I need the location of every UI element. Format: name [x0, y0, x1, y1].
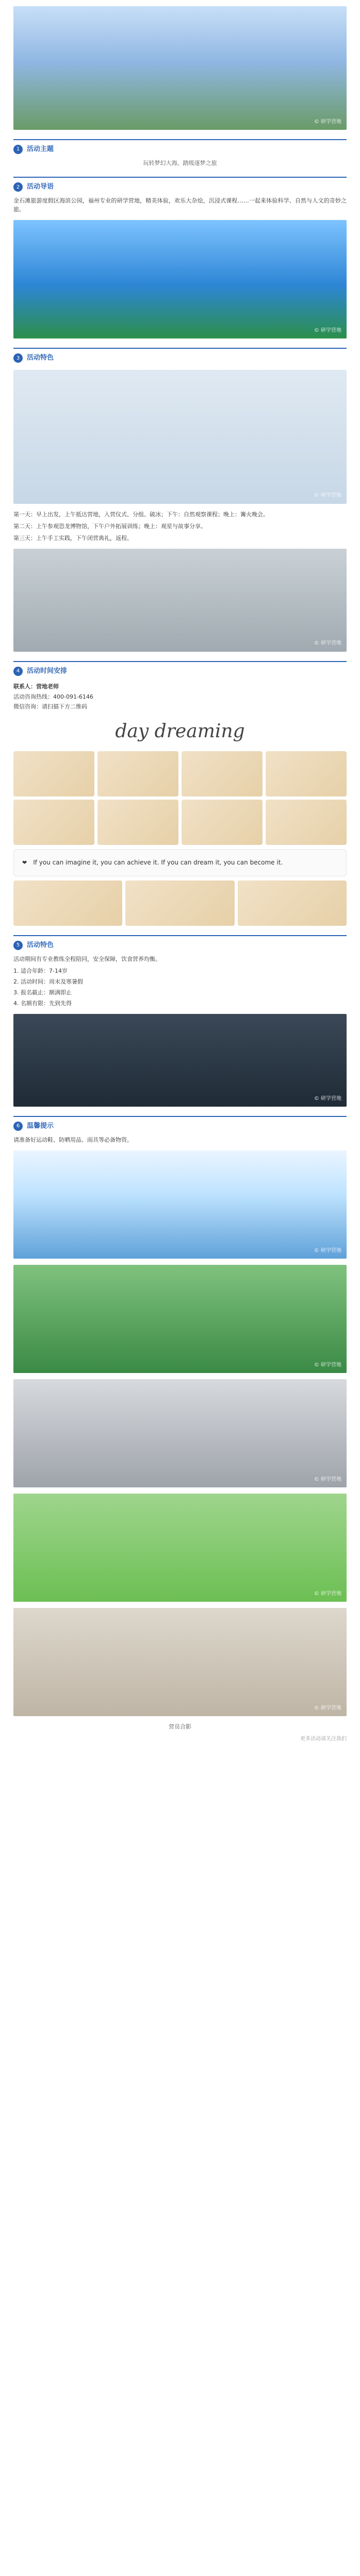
section-number: 4 [13, 667, 23, 676]
track-photo [13, 220, 347, 338]
tips-paragraph: 请准备好运动鞋、防晒用品、雨具等必备物资。 [13, 1137, 133, 1144]
activity-paragraph-1: 活动期间有专业教练全程陪同，安全保障，饮食营养均衡。 [13, 955, 161, 962]
section-number: 5 [13, 941, 23, 950]
section-number: 3 [13, 353, 23, 363]
section-head-4 [13, 661, 347, 676]
list-item: 2. 活动时间：周末及寒暑假 [13, 978, 83, 985]
contact-line-3: 微信咨询：请扫描下方二维码 [13, 703, 87, 710]
section-number: 2 [13, 182, 23, 192]
schedule-paragraph-3: 第三天：上午手工实践，下午闭营典礼，返程。 [13, 534, 133, 541]
food-photo [238, 880, 347, 926]
day-dreaming-title: day dreaming [115, 721, 245, 742]
contact-line-2: 活动咨询热线：400-091-6146 [13, 693, 93, 700]
list-item: 3. 报名截止：额满即止 [13, 989, 72, 996]
photo-watermark: © 研学营地 [314, 493, 341, 499]
intro-paragraph: 金石滩旅游度假区海滨公园，福州专业的研学营地，精美体验，欢乐大杂烩，沉浸式课程……一起来体验科学、自然与人文的奇妙之旅。 [13, 197, 347, 213]
photo-watermark: © 研学营地 [314, 1095, 341, 1101]
photo-watermark: © 研学营地 [314, 1590, 341, 1597]
quote-card [13, 849, 347, 876]
section-number: 6 [13, 1122, 23, 1131]
food-photo [182, 800, 263, 845]
section-title: 活动导语 [27, 183, 54, 191]
section-head-3 [13, 348, 347, 363]
section-head-2 [13, 177, 347, 192]
food-photo [13, 800, 94, 845]
schedule-paragraph-2: 第二天：上午参观恐龙博物馆，下午户外拓展训练；晚上：观星与故事分享。 [13, 522, 206, 530]
section-number: 1 [13, 145, 23, 154]
activity-list [13, 967, 347, 1008]
quote-text: If you can imagine it, you can achieve it. If you can dream it, you can become it. [33, 859, 283, 867]
food-photo [266, 751, 347, 796]
section-title: 活动特色 [27, 941, 54, 949]
food-grid-2 [13, 880, 347, 926]
schedule-paragraph-1: 第一天：早上出发，上午抵达营地，入营仪式、分组、破冰；下午：自然观察课程；晚上：篝火晚会。 [13, 511, 269, 518]
footer-text: 更多活动请关注我们 [300, 1736, 347, 1742]
photo-watermark: © 研学营地 [314, 118, 341, 125]
group-caption: 营员合影 [169, 1723, 191, 1731]
bus-photo [13, 549, 347, 652]
page-container [0, 6, 360, 1743]
dino-photo [13, 370, 347, 504]
section-title: 活动特色 [27, 354, 54, 362]
food-photo [97, 800, 178, 845]
section-title: 温馨提示 [27, 1122, 54, 1130]
photo-watermark: © 研学营地 [314, 640, 341, 647]
photo-watermark: © 研学营地 [314, 1705, 341, 1711]
food-photo [13, 751, 94, 796]
list-item: 1. 适合年龄：7-14岁 [13, 967, 68, 974]
section-head-1 [13, 139, 347, 155]
contact-line-1: 联系人：营地老师 [13, 683, 59, 690]
food-photo [266, 800, 347, 845]
hero-photo [13, 6, 347, 130]
food-photo [97, 751, 178, 796]
contact-block [13, 682, 347, 712]
street-photo [13, 1379, 347, 1487]
photo-watermark: © 研学营地 [314, 1247, 341, 1253]
hall-photo [13, 1014, 347, 1107]
hotel-photo [13, 1608, 347, 1716]
food-photo [182, 751, 263, 796]
lake-photo [13, 1150, 347, 1259]
group-photo-2 [13, 1494, 347, 1602]
photo-watermark: © 研学营地 [314, 1476, 341, 1482]
food-photo [125, 880, 234, 926]
group-photo-1 [13, 1265, 347, 1373]
theme-caption: 玩转梦幻大海，踏级逐梦之旅 [143, 160, 217, 167]
food-photo [13, 880, 122, 926]
heart-icon: ❤ [22, 859, 27, 866]
section-title: 活动时间安排 [27, 667, 68, 675]
photo-watermark: © 研学营地 [314, 1362, 341, 1368]
food-grid [13, 751, 347, 845]
section-head-5 [13, 935, 347, 951]
photo-watermark: © 研学营地 [314, 327, 341, 333]
section-title: 活动主题 [27, 145, 54, 153]
list-item: 4. 名额有限：先到先得 [13, 999, 72, 1007]
section-head-6 [13, 1116, 347, 1131]
